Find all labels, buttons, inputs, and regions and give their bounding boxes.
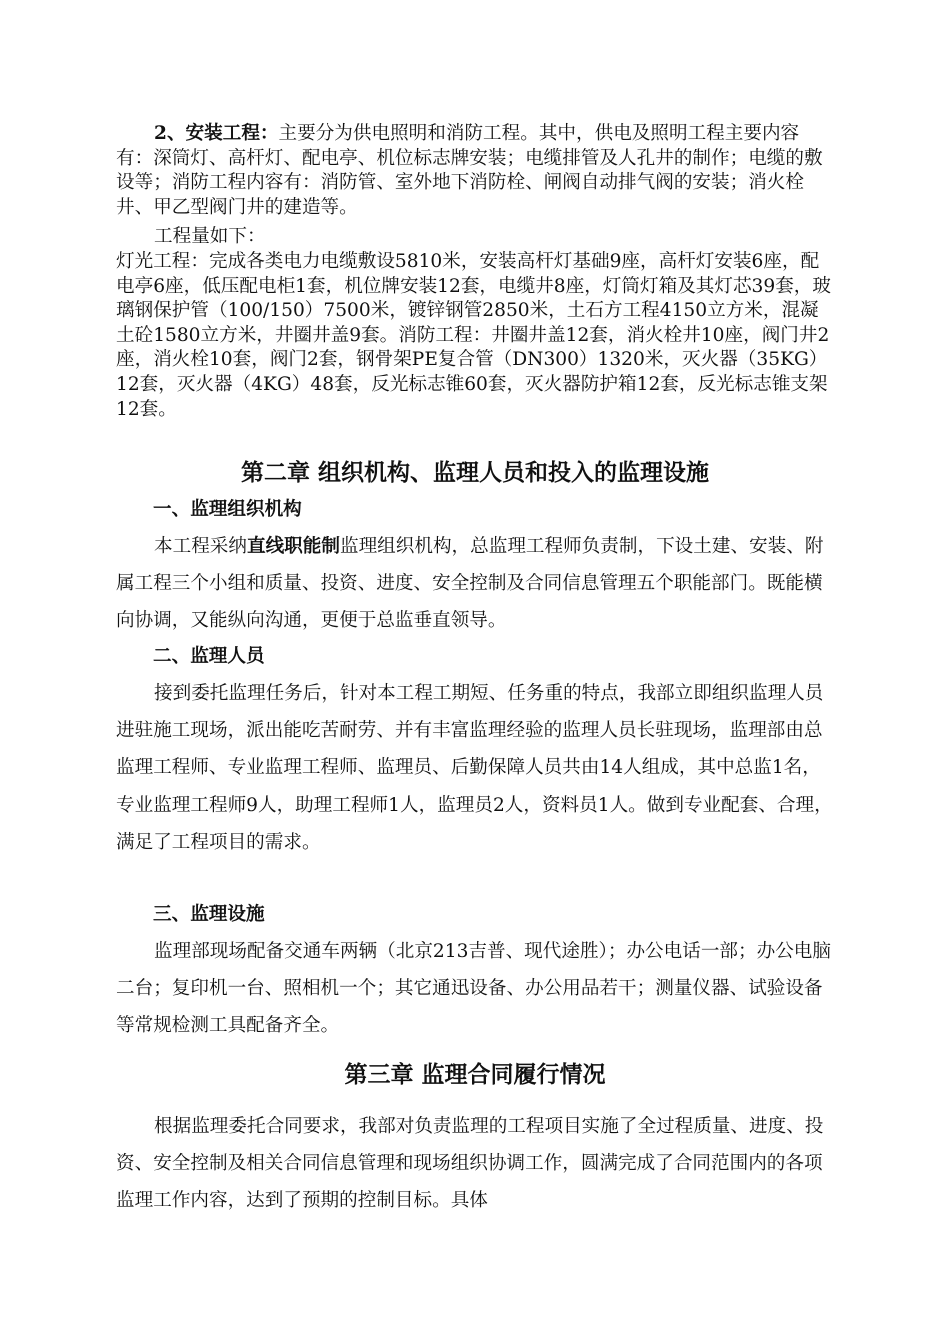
section2-heading: 二、监理人员 <box>153 646 265 667</box>
chapter3-paragraph: 根据监理委托合同要求，我部对负责监理的工程项目实施了全过程质量、进度、投资、安全控制及相关合同信息管理和现场组织协调工作，圆满完成了合同范围内的各项监理工作内容，达到了预期的控制目标。具体 <box>116 1116 824 1212</box>
section1-bold-term: 直线职能制 <box>246 536 340 557</box>
install-text: 主要分为供电照明和消防工程。其中，供电及照明工程主要内容有：深筒灯、高杆灯、配电亭、机位标志牌安装；电缆排管及人孔井的制作；电缆的敷设等；消防工程内容有：消防管、室外地下消防栓、闸阀自动排气阀的安装；消火栓井、甲乙型阀门井的建造等。 <box>116 123 823 218</box>
section3-paragraph: 监理部现场配备交通车两辆（北京213吉普、现代途胜）；办公电话一部；办公电脑二台；复印机一台、照相机一个；其它通迅设备、办公用品若干；测量仪器、试验设备等常规检测工具配备齐全。 <box>116 941 831 1037</box>
install-paragraph <box>116 122 834 220</box>
quantities-detail: 灯光工程：完成各类电力电缆敷设5810米，安装高杆灯基础9座，高杆灯安装6座，配电亭6座，低压配电柜1套，机位牌安装12套，电缆井8座，灯筒灯箱及其灯芯39套，玻璃钢保护管（100/150）7500米，镀锌钢管2850米，土石方工程4150立方米，混凝土砼1580立方米，井圈井盖9套。消防工程：井圈井盖12套，消火栓井10座，阀门井2座，消火栓10套，阀门2套，钢骨架PE复合管（DN300）1320米，灭火器（35KG）12套，灭火器（4KG）48套，反光标志锥60套，灭火器防护箱12套，反光标志锥支架12套。 <box>116 251 831 420</box>
section1-paragraph <box>116 528 834 640</box>
quantities-intro: 工程量如下： <box>154 226 266 247</box>
section2-paragraph: 接到委托监理任务后，针对本工程工期短、任务重的特点，我部立即组织监理人员进驻施工现场，派出能吃苦耐劳、并有丰富监理经验的监理人员长驻现场，监理部由总监理工程师、专业监理工程师、监理员、后勤保障人员共由14人组成，其中总监1名，专业监理工程师9人，助理工程师1人，监理员2人，资料员1人。做到专业配套、合理，满足了工程项目的需求。 <box>116 683 833 853</box>
section3-heading: 三、监理设施 <box>153 904 265 925</box>
section1-heading: 一、监理组织机构 <box>153 499 302 520</box>
section1-post: 监理组织机构，总监理工程师负责制，下设土建、安装、附属工程三个小组和质量、投资、进度、安全控制及合同信息管理五个职能部门。既能横向协调，又能纵向沟通，更便于总监垂直领导。 <box>116 536 824 632</box>
install-lead: 2、安装工程： <box>154 123 279 144</box>
section1-pre: 本工程采纳 <box>154 536 247 557</box>
chapter3-title: 第三章 监理合同履行情况 <box>344 1061 606 1088</box>
chapter2-title: 第二章 组织机构、监理人员和投入的监理设施 <box>240 459 709 486</box>
